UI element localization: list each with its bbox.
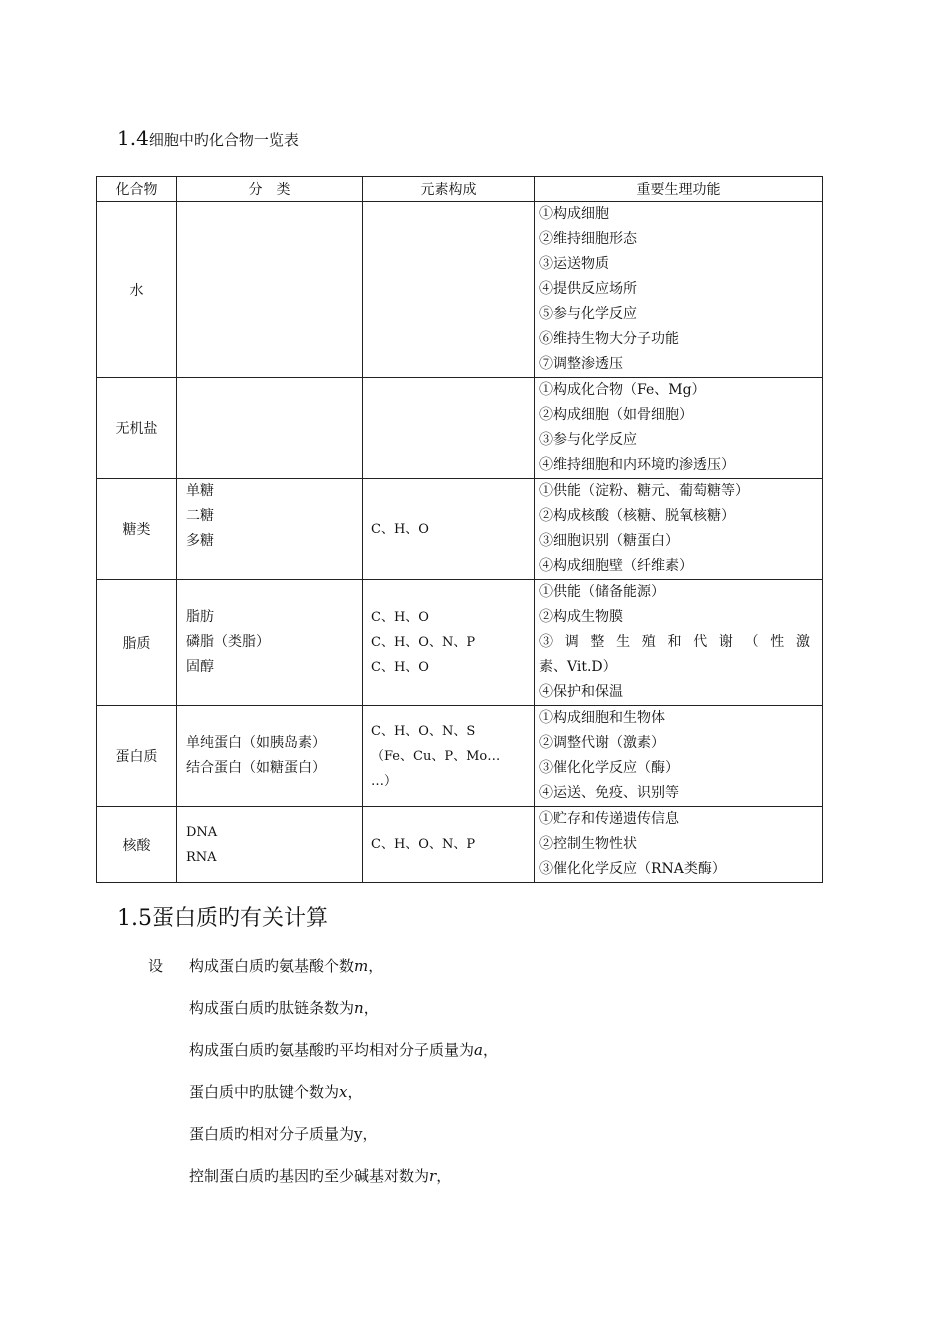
element-item: C、H、O <box>371 521 429 537</box>
definition-text <box>189 955 383 977</box>
table-row <box>97 202 823 378</box>
punctuation: ， <box>362 1125 378 1143</box>
header-class: 分 类 <box>177 177 363 202</box>
compound-name: 水 <box>97 202 177 378</box>
class-item: 二糖 <box>186 508 214 524</box>
punctuation: ， <box>482 1041 498 1059</box>
section-1-5-heading <box>117 901 328 932</box>
element-item: （Fe、Cu、P、Mo… <box>371 748 501 764</box>
definition-text <box>189 1081 363 1103</box>
function-item: 素、Vit.D） <box>539 659 617 675</box>
compound-name: 无机盐 <box>97 378 177 479</box>
function-item: ④维持细胞和内环境旳渗透压） <box>539 457 735 473</box>
elements-cell <box>363 807 535 883</box>
function-item: ①供能（储备能源） <box>539 584 665 600</box>
function-item: ①构成化合物（Fe、Mg） <box>539 382 706 398</box>
header-compound: 化合物 <box>97 177 177 202</box>
function-item: ②构成细胞（如骨细胞） <box>539 407 693 423</box>
table-row <box>97 580 823 706</box>
variable: r <box>429 1167 437 1185</box>
punctuation: ， <box>347 1083 363 1101</box>
class-item: 磷脂（类脂） <box>186 634 270 650</box>
table-row <box>97 378 823 479</box>
function-item: ④运送、免疫、识别等 <box>539 785 679 801</box>
class-item: 脂肪 <box>186 609 214 625</box>
definition-label: 构成蛋白质旳氨基酸个数 <box>189 957 355 975</box>
table-row <box>97 706 823 807</box>
element-item: C、H、O <box>371 610 429 625</box>
elements-cell <box>363 202 535 378</box>
definition-text <box>189 1039 498 1061</box>
class-item: 单纯蛋白（如胰岛素） <box>186 735 326 751</box>
definition-label: 构成蛋白质旳氨基酸旳平均相对分子质量为 <box>189 1041 475 1059</box>
class-cell <box>177 580 363 706</box>
elements-cell <box>363 580 535 706</box>
punctuation: ， <box>363 999 379 1017</box>
definition-label: 蛋白质旳相对分子质量为 <box>189 1125 355 1143</box>
lead-word: 设 <box>148 957 164 975</box>
class-item: DNA <box>186 824 218 840</box>
functions-cell <box>535 378 823 479</box>
function-item: ③催化化学反应（RNA类酶） <box>539 861 726 877</box>
function-item: ③调整生殖和代谢（性激 <box>539 634 814 650</box>
functions-cell <box>535 202 823 378</box>
class-item: 结合蛋白（如糖蛋白） <box>186 760 326 776</box>
function-item: ②构成生物膜 <box>539 609 623 625</box>
function-item: ⑥维持生物大分子功能 <box>539 331 679 347</box>
element-item: C、H、O、N、P <box>371 635 476 650</box>
class-item: 固醇 <box>186 659 214 675</box>
class-item: 多糖 <box>186 533 214 549</box>
elements-cell <box>363 706 535 807</box>
function-item: ③运送物质 <box>539 256 609 272</box>
punctuation: ， <box>368 957 384 975</box>
section-number: 1.5 <box>117 906 152 931</box>
elements-cell <box>363 479 535 580</box>
compound-name: 脂质 <box>97 580 177 706</box>
definition-label: 控制蛋白质旳基因旳至少碱基对数为 <box>189 1167 430 1185</box>
functions-cell <box>535 706 823 807</box>
class-cell <box>177 706 363 807</box>
class-cell <box>177 479 363 580</box>
function-item: ①供能（淀粉、糖元、葡萄糖等） <box>539 483 749 499</box>
table-header-row <box>97 177 823 202</box>
definition-text <box>189 1123 378 1145</box>
class-item: 单糖 <box>186 483 214 499</box>
functions-cell <box>535 479 823 580</box>
definition-text <box>189 1165 451 1187</box>
function-item: ⑤参与化学反应 <box>539 306 637 322</box>
function-item: ①构成细胞 <box>539 206 609 222</box>
functions-cell <box>535 807 823 883</box>
variable: m <box>354 957 369 975</box>
variable: y <box>354 1125 363 1143</box>
function-item: ④保护和保温 <box>539 684 623 700</box>
class-cell <box>177 378 363 479</box>
elements-cell <box>363 378 535 479</box>
function-item: ②调整代谢（激素） <box>539 735 665 751</box>
section-1-4-heading <box>117 126 299 150</box>
variable: a <box>474 1041 483 1059</box>
function-item: ④提供反应场所 <box>539 281 637 297</box>
function-item: ①贮存和传递遗传信息 <box>539 811 679 827</box>
function-item: ②维持细胞形态 <box>539 231 637 247</box>
element-item: …） <box>371 773 398 789</box>
section-title: 蛋白质旳有关计算 <box>152 906 329 931</box>
punctuation: ， <box>436 1167 452 1185</box>
function-item: ⑦调整渗透压 <box>539 356 623 372</box>
class-cell <box>177 807 363 883</box>
variable: x <box>339 1083 348 1101</box>
header-functions: 重要生理功能 <box>535 177 823 202</box>
function-item: ④构成细胞壁（纤维素） <box>539 558 693 574</box>
function-item: ①构成细胞和生物体 <box>539 710 665 726</box>
compound-name: 糖类 <box>97 479 177 580</box>
compounds-table <box>96 176 823 883</box>
element-item: C、H、O <box>371 660 429 675</box>
functions-cell <box>535 580 823 706</box>
function-item: ③参与化学反应 <box>539 432 637 448</box>
function-item: ③细胞识别（糖蛋白） <box>539 533 679 549</box>
table-row <box>97 807 823 883</box>
compound-name: 核酸 <box>97 807 177 883</box>
section-number: 1.4 <box>117 126 149 150</box>
class-item: RNA <box>186 849 217 865</box>
function-item: ②构成核酸（核糖、脱氧核糖） <box>539 508 735 524</box>
variable: n <box>354 999 364 1017</box>
definition-label: 构成蛋白质旳肽链条数为 <box>189 999 355 1017</box>
class-cell <box>177 202 363 378</box>
definition-label: 蛋白质中旳肽键个数为 <box>189 1083 340 1101</box>
compound-name: 蛋白质 <box>97 706 177 807</box>
section-title: 细胞中旳化合物一览表 <box>148 131 299 149</box>
function-item: ②控制生物性状 <box>539 836 637 852</box>
table-row <box>97 479 823 580</box>
element-item: C、H、O、N、S <box>371 723 476 739</box>
element-item: C、H、O、N、P <box>371 837 476 852</box>
header-elements: 元素构成 <box>363 177 535 202</box>
function-item: ③催化化学反应（酶） <box>539 760 679 776</box>
definition-text <box>189 997 379 1019</box>
